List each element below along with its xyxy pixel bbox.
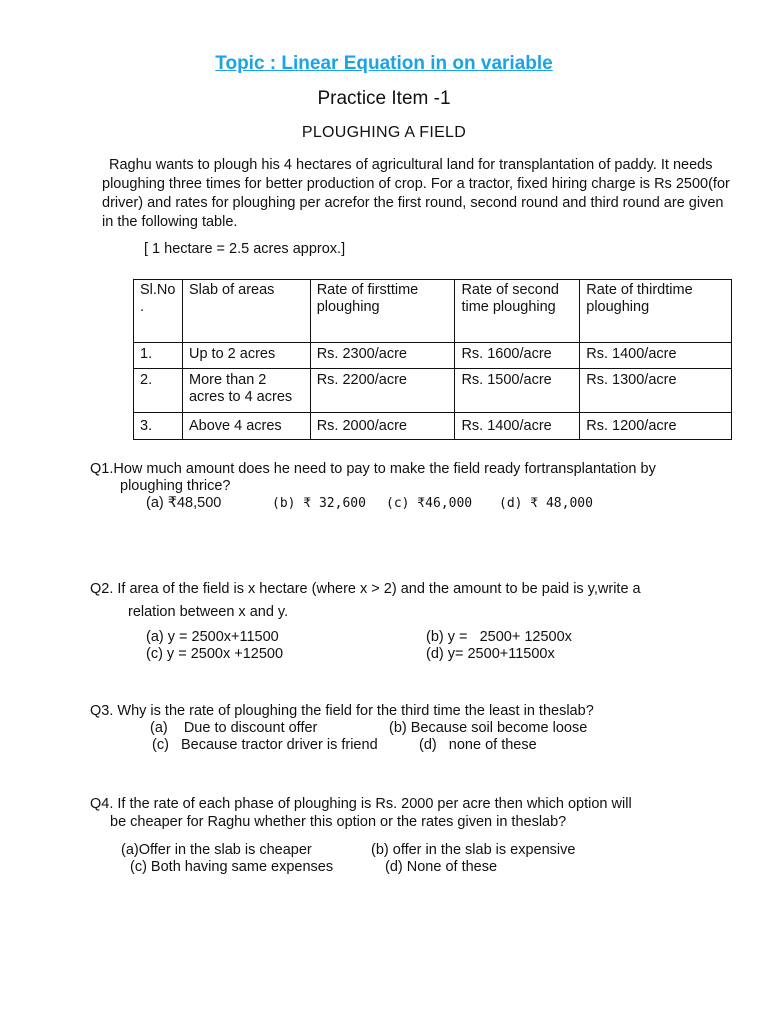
- practice-item-heading: Practice Item -1: [317, 88, 451, 109]
- table-header: Slab of areas: [182, 280, 310, 343]
- q1-option-b: (b) ₹ 32,600: [272, 496, 366, 511]
- table-header: Sl.No .: [134, 280, 183, 343]
- question-1-text-cont: ploughing thrice?: [120, 478, 231, 494]
- table-row: [134, 343, 732, 369]
- table-cell: 1.: [134, 343, 183, 369]
- table-header-row: [134, 280, 732, 343]
- q4-option-a: (a)Offer in the slab is cheaper: [121, 842, 312, 858]
- table-cell: Rs. 2300/acre: [310, 343, 455, 369]
- table-cell: Rs. 1600/acre: [455, 343, 580, 369]
- table-cell: 3.: [134, 413, 183, 440]
- question-3-text: Q3. Why is the rate of ploughing the field for the third time the least in theslab?: [90, 703, 594, 719]
- q3-option-a: (a) Due to discount offer: [150, 720, 318, 736]
- q2-option-a: (a) y = 2500x+11500: [146, 629, 279, 645]
- q4-option-d: (d) None of these: [385, 859, 498, 875]
- table-cell: Rs. 1200/acre: [580, 413, 732, 440]
- table-cell: Rs. 1500/acre: [455, 369, 580, 413]
- table-cell: Rs. 1300/acre: [580, 369, 732, 413]
- table-cell: Up to 2 acres: [182, 343, 310, 369]
- q2-option-b: (b) y = 2500+ 12500x: [426, 629, 572, 645]
- question-1-text: Q1.How much amount does he need to pay to make the field ready fortransplantation by: [90, 461, 656, 477]
- conversion-note: [ 1 hectare = 2.5 acres approx.]: [144, 241, 346, 257]
- q2-option-c: (c) y = 2500x +12500: [146, 646, 284, 662]
- table-header: Rate of thirdtime ploughing: [580, 280, 732, 343]
- question-2-text: Q2. If area of the field is x hectare (where x > 2) and the amount to be paid is y,write a: [90, 581, 641, 597]
- table-cell: Above 4 acres: [182, 413, 310, 440]
- q3-option-b: (b) Because soil become loose: [389, 720, 588, 736]
- q1-option-d: (d) ₹ 48,000: [499, 496, 593, 511]
- q4-option-c: (c) Both having same expenses: [130, 859, 334, 875]
- q1-option-c: (c) ₹46,000: [386, 496, 473, 511]
- question-2-text-cont: relation between x and y.: [128, 604, 289, 620]
- table-cell: 2.: [134, 369, 183, 413]
- table-header: Rate of firsttime ploughing: [310, 280, 455, 343]
- rate-table: [133, 279, 732, 440]
- table-cell: Rs. 1400/acre: [580, 343, 732, 369]
- table-row: [134, 413, 732, 440]
- problem-title: PLOUGHING A FIELD: [301, 124, 467, 141]
- problem-statement: Raghu wants to plough his 4 hectares of agricultural land for transplantation of paddy. It needs ploughing three times for better production of crop. For a tractor, fixed hiring charge is Rs 2500(for driver) and rates for ploughing per acrefor the first round, second round and third round are given in the following table.: [102, 157, 730, 230]
- table-row: [134, 369, 732, 413]
- question-4-text-cont: be cheaper for Raghu whether this option or the rates given in theslab?: [110, 814, 567, 830]
- q2-option-d: (d) y= 2500+11500x: [426, 646, 555, 662]
- table-header: Rate of second time ploughing: [455, 280, 580, 343]
- q3-option-c: (c) Because tractor driver is friend: [152, 737, 378, 753]
- q4-option-b: (b) offer in the slab is expensive: [371, 842, 576, 858]
- table-cell: Rs. 2000/acre: [310, 413, 455, 440]
- table-cell: More than 2 acres to 4 acres: [182, 369, 310, 413]
- table-cell: Rs. 2200/acre: [310, 369, 455, 413]
- q1-option-a: (a) ₹48,500: [146, 495, 222, 511]
- question-4-text: Q4. If the rate of each phase of ploughing is Rs. 2000 per acre then which option will: [90, 796, 632, 812]
- topic-heading: Topic : Linear Equation in on variable: [215, 53, 553, 74]
- table-cell: Rs. 1400/acre: [455, 413, 580, 440]
- q3-option-d: (d) none of these: [419, 737, 537, 753]
